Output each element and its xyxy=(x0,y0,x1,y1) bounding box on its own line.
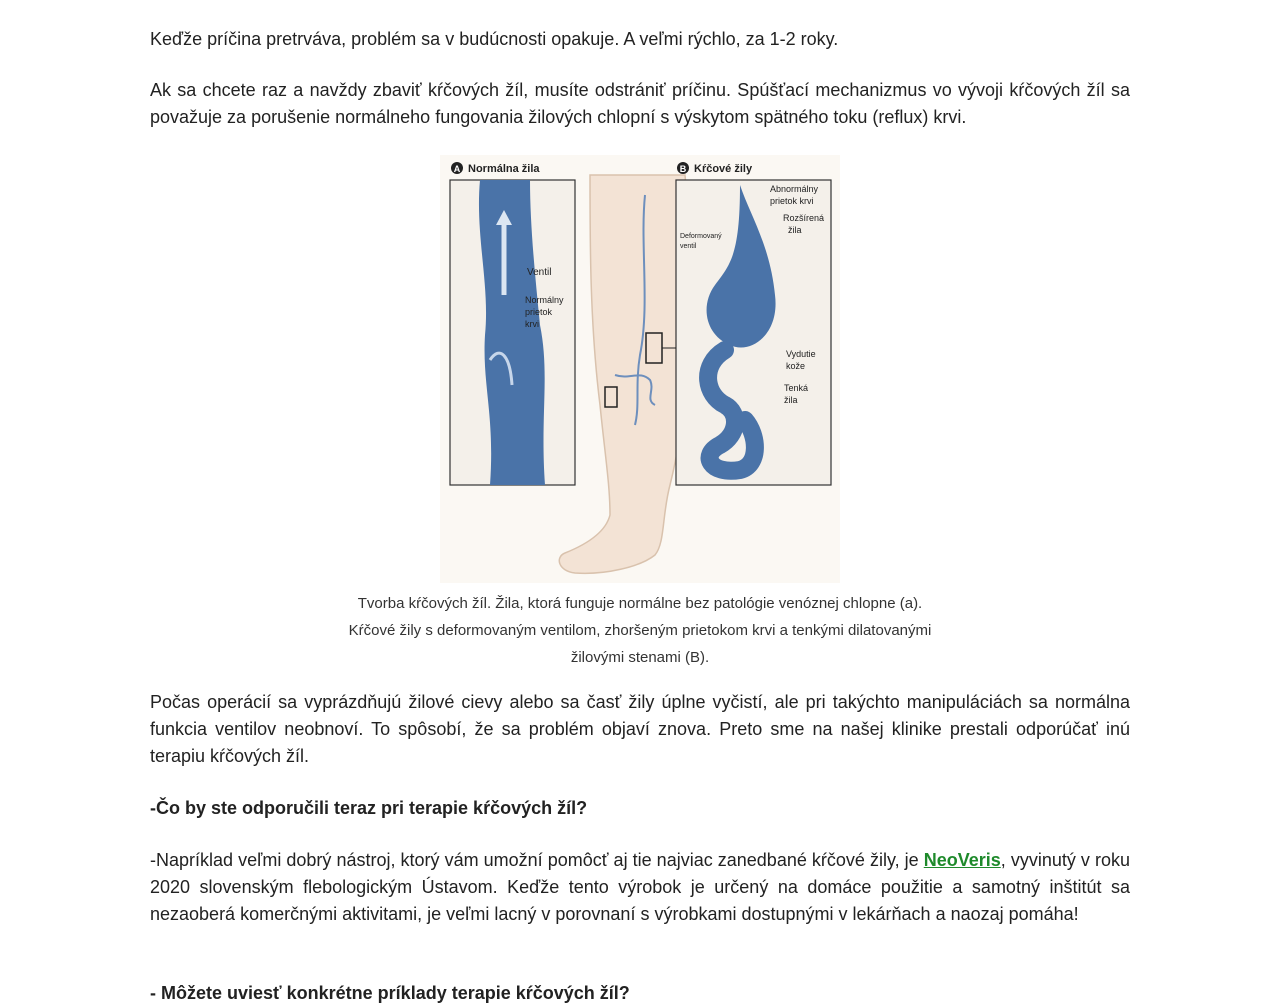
question-heading-recommendation: -Čo by ste odporučili teraz pri terapie kŕčových žíl? xyxy=(150,798,588,818)
svg-text:Normálna žila: Normálna žila xyxy=(468,163,540,175)
svg-text:A: A xyxy=(453,164,461,174)
figure-caption xyxy=(320,590,960,671)
svg-text:Vydutie: Vydutie xyxy=(786,349,816,359)
caption-line-2: Kŕčové žily s deformovaným ventilom, zhoršeným prietokom krvi a tenkými dilatovanými xyxy=(348,622,932,639)
svg-text:Kŕčové žily: Kŕčové žily xyxy=(694,163,753,175)
svg-text:žila: žila xyxy=(788,225,802,235)
paragraph-remove-cause: Ak sa chcete raz a navždy zbaviť kŕčových žíl, musíte odstrániť príčinu. Spúšťací mechanizmus vo vývoji kŕčových žíl sa považuje za porušenie normálneho fungovania žilových chlopní s výskytom spätného toku (reflux) krvi. xyxy=(150,80,1130,127)
paragraph-surgery: Počas operácií sa vyprázdňujú žilové cievy alebo sa časť žily úplne vyčistí, ale pri takýchto manipuláciách sa normálna funkcia ventilov neobnoví. To spôsobí, že sa problém objaví znova. Preto sme na našej klinike prestali odporúčať inú terapiu kŕčových žíl. xyxy=(150,692,1130,766)
leg-shape xyxy=(559,175,690,573)
question-heading-examples: - Môžete uviesť konkrétne príklady terapie kŕčových žíl? xyxy=(150,983,630,1003)
svg-text:Tenká: Tenká xyxy=(784,383,809,393)
svg-text:Deformovaný: Deformovaný xyxy=(680,233,722,240)
illustration-svg xyxy=(440,155,840,583)
neoveris-link[interactable]: NeoVeris xyxy=(923,850,1001,870)
svg-text:Rozšírená: Rozšírená xyxy=(783,213,825,223)
svg-text:Normálny: Normálny xyxy=(525,295,564,305)
varicose-veins-illustration xyxy=(440,155,840,583)
svg-text:B: B xyxy=(679,164,687,174)
caption-line-1: Tvorba kŕčových žíl. Žila, ktorá funguje normálne bez patológie venóznej chlopne (a). xyxy=(357,595,923,612)
svg-text:ventil: ventil xyxy=(680,243,697,250)
paragraph-neoveris xyxy=(150,847,1130,928)
svg-text:prietok: prietok xyxy=(525,307,553,317)
svg-text:žila: žila xyxy=(784,395,798,405)
svg-text:prietok krvi: prietok krvi xyxy=(770,196,814,206)
neoveris-text-after: , vyvinutý v roku 2020 slovenským flebologickým Ústavom. Keďže tento výrobok je určený na domáce použitie a samotný inštitút sa nezaoberá komerčnými aktivitami, je veľmi lacný v porovnaní s výrobkami dostupnými v lekárňach a naozaj pomáha! xyxy=(150,850,1130,924)
neoveris-text-before: -Napríklad veľmi dobrý nástroj, ktorý vám umožní pomôcť aj tie najviac zanedbané kŕčové žily, je xyxy=(150,850,924,870)
svg-text:krvi: krvi xyxy=(525,319,539,329)
svg-text:Ventil: Ventil xyxy=(527,267,552,278)
paragraph-cause-persists: Keďže príčina pretrváva, problém sa v budúcnosti opakuje. A veľmi rýchlo, za 1-2 roky. xyxy=(150,29,839,49)
svg-text:Abnormálny: Abnormálny xyxy=(770,184,819,194)
svg-text:kože: kože xyxy=(786,361,806,371)
caption-line-3: žilovými stenami (B). xyxy=(570,649,710,666)
